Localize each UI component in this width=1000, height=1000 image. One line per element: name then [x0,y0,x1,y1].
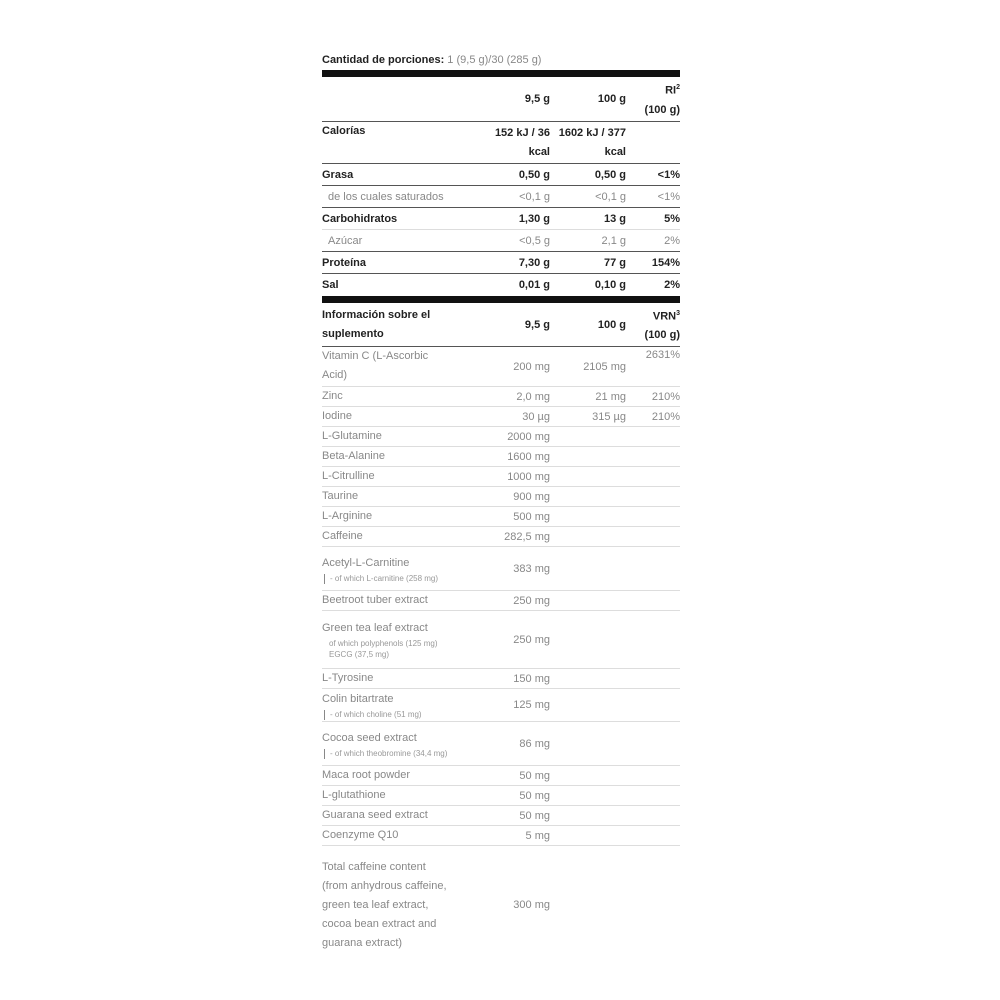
header-serving-col: 9,5 g [524,93,550,105]
nutrient-100g: <0,1 g [595,190,626,203]
nutrient-name: Azúcar [328,234,363,247]
nutrient-100g: 77 g [603,256,626,269]
supplement-rows [322,347,680,964]
supplement-header-serving: 9,5 g [524,318,550,331]
ingredient-serving: 86 mg [519,737,550,750]
ingredient-cell [322,669,494,688]
ingredient-name: Vitamin C (L-Ascorbic Acid) [322,350,429,381]
ingredient-serving: 282,5 mg [504,530,550,543]
ingredient-100g: 315 µg [592,410,626,423]
vrn-sup: 3 [676,309,680,317]
ingredient-cell [322,527,494,546]
nutrient-serving: 0,50 g [518,168,550,181]
supplement-row [322,846,680,964]
ingredient-serving: 250 mg [513,633,550,646]
nutrition-row [322,208,680,230]
nutrient-ri: 2% [664,279,680,291]
supplement-row [322,766,680,786]
ingredient-cell [322,729,494,759]
nutrient-100g: 0,10 g [594,279,626,291]
ingredient-serving: 250 mg [513,594,550,607]
nutrition-row [322,186,680,208]
ingredient-serving: 1000 mg [507,470,550,483]
ingredient-serving: 50 mg [519,809,550,822]
ingredient-name: Cocoa seed extract [322,731,417,744]
nutrient-name: Sal [322,279,339,291]
ingredient-cell [322,487,494,506]
supplement-header-100g: 100 g [597,318,626,331]
ingredient-serving: 200 mg [513,360,550,373]
nutrient-serving: 7,30 g [518,256,550,269]
ingredient-name: Zinc [322,390,343,402]
ingredient-name: Acetyl-L-Carnitine [322,556,410,569]
nutrient-serving: <0,1 g [519,190,550,203]
serving-size-label: Cantidad de porciones: [322,54,445,66]
supplement-row [322,689,680,722]
ingredient-cell [322,826,494,845]
ingredient-serving: 900 mg [513,490,550,503]
vrn-label: VRN [652,310,677,323]
ingredient-100g: 2105 mg [583,360,626,373]
supplement-row [322,611,680,669]
ingredient-cell [322,467,494,486]
ingredient-name: Caffeine [322,530,363,542]
ingredient-cell [322,407,494,426]
nutrient-100g: 2,1 g [601,234,626,247]
calories-100g: 1602 kJ / 377 kcal [558,126,626,158]
nutrient-ri: <1% [657,168,680,181]
nutrition-header-row [322,77,680,122]
nutrition-row [322,164,680,186]
ingredient-cell [322,591,494,610]
thick-divider-2 [322,296,680,303]
nutrient-ri: 154% [651,256,680,269]
nutrient-name: Grasa [322,168,354,181]
nutrient-serving: 0,01 g [518,279,550,291]
ingredient-subnote: - of which choline (51 mg) [324,710,454,720]
ingredient-name: L-Glutamine [322,430,382,442]
supplement-row [322,669,680,689]
nutrition-row [322,252,680,274]
ingredient-name: L-glutathione [322,789,386,801]
supplement-row [322,447,680,467]
ingredient-name: Taurine [322,490,359,502]
calories-serving: 152 kJ / 36 kcal [494,126,550,158]
ingredient-serving: 150 mg [513,672,550,685]
supplement-row [322,826,680,846]
nutrient-100g: 13 g [603,212,626,225]
supplement-header-vrn [626,304,680,346]
ingredient-cell [322,554,494,584]
supplement-row [322,591,680,611]
ingredient-serving: 50 mg [519,769,550,782]
nutrition-row [322,274,680,296]
ingredient-cell [322,766,494,785]
supplement-row [322,487,680,507]
ingredient-name: L-Citrulline [322,470,375,482]
supplement-row [322,347,680,387]
ingredient-name: Colin bitartrate [322,693,394,705]
ingredient-subnote-2: EGCG (37,5 mg) [329,650,390,659]
ingredient-vrn: 210% [651,390,680,403]
ri-sub: (100 g) [644,103,680,116]
ingredient-name: L-Arginine [322,510,373,522]
ingredient-cell [322,690,494,720]
supplement-row [322,387,680,407]
ingredient-serving: 500 mg [513,510,550,523]
ingredient-name: Green tea leaf extract [322,622,428,634]
header-100g-col: 100 g [597,93,626,105]
ingredient-cell [322,619,494,660]
supplement-row [322,527,680,547]
supplement-row [322,427,680,447]
ingredient-name: Beetroot tuber extract [322,594,428,606]
ingredient-subnote: - of which L-carnitine (258 mg) [324,574,454,584]
supplement-row [322,806,680,826]
supplement-row [322,407,680,427]
supplement-header-row [322,303,680,347]
ingredient-100g: 21 mg [595,390,626,403]
ingredient-subnote: of which polyphenols (125 mg) [329,639,438,648]
ingredient-name: L-Tyrosine [322,672,374,684]
ingredient-name: Maca root powder [322,769,411,781]
ingredient-cell [322,447,494,466]
ingredient-cell [322,786,494,805]
ri-label: RI [665,84,677,97]
supplement-row [322,722,680,766]
nutrition-label [322,50,680,964]
supplement-row [322,786,680,806]
nutrient-name: Proteína [322,256,367,269]
ingredient-name: Beta-Alanine [322,450,385,462]
ingredient-vrn: 2631% [645,349,680,361]
ingredient-cell [322,427,494,446]
ingredient-serving: 5 mg [525,829,550,842]
ingredient-serving: 50 mg [519,789,550,802]
calories-label: Calorías [322,125,366,137]
ingredient-cell [322,347,494,385]
nutrient-ri: <1% [657,190,680,203]
nutrition-rows [322,164,680,296]
ingredient-serving: 2,0 mg [516,390,550,403]
nutrient-serving: <0,5 g [519,234,550,247]
nutrient-name: Carbohidratos [322,212,398,225]
serving-size-value: 1 (9,5 g)/30 (285 g) [444,54,542,66]
nutrition-row [322,230,680,252]
calories-row [322,122,680,164]
vrn-sub: (100 g) [644,329,680,342]
ingredient-serving: 125 mg [513,699,550,711]
serving-size [322,50,680,70]
nutrient-100g: 0,50 g [594,168,626,181]
ingredient-serving: 2000 mg [507,430,550,443]
supplement-row [322,507,680,527]
nutrient-name: de los cuales saturados [328,190,444,203]
ingredient-name: Guarana seed extract [322,809,428,821]
ingredient-name: Iodine [322,410,352,422]
supplement-header-label: Información sobre el suplemento [322,308,431,340]
supplement-row [322,467,680,487]
ingredient-name: Coenzyme Q10 [322,829,399,841]
nutrient-ri: 5% [664,212,680,225]
ingredient-serving: 1600 mg [507,450,550,463]
ingredient-cell [322,858,494,953]
ingredient-vrn: 210% [651,410,680,423]
ingredient-cell [322,806,494,825]
nutrient-ri: 2% [664,234,680,247]
ingredient-name: Total caffeine content (from anhydrous caffeine, green tea leaf extract, cocoa bean extract and guarana extract) [322,860,447,949]
ingredient-subnote: - of which theobromine (34,4 mg) [324,749,454,759]
ingredient-serving: 383 mg [513,562,550,575]
supplement-row [322,547,680,591]
ingredient-cell [322,507,494,526]
ri-sup: 2 [676,84,680,92]
nutrient-serving: 1,30 g [518,212,550,225]
ingredient-serving: 30 µg [522,410,550,423]
ingredient-serving: 300 mg [513,899,550,911]
header-ri-col [626,78,680,120]
thick-divider [322,70,680,77]
ingredient-cell [322,387,494,406]
